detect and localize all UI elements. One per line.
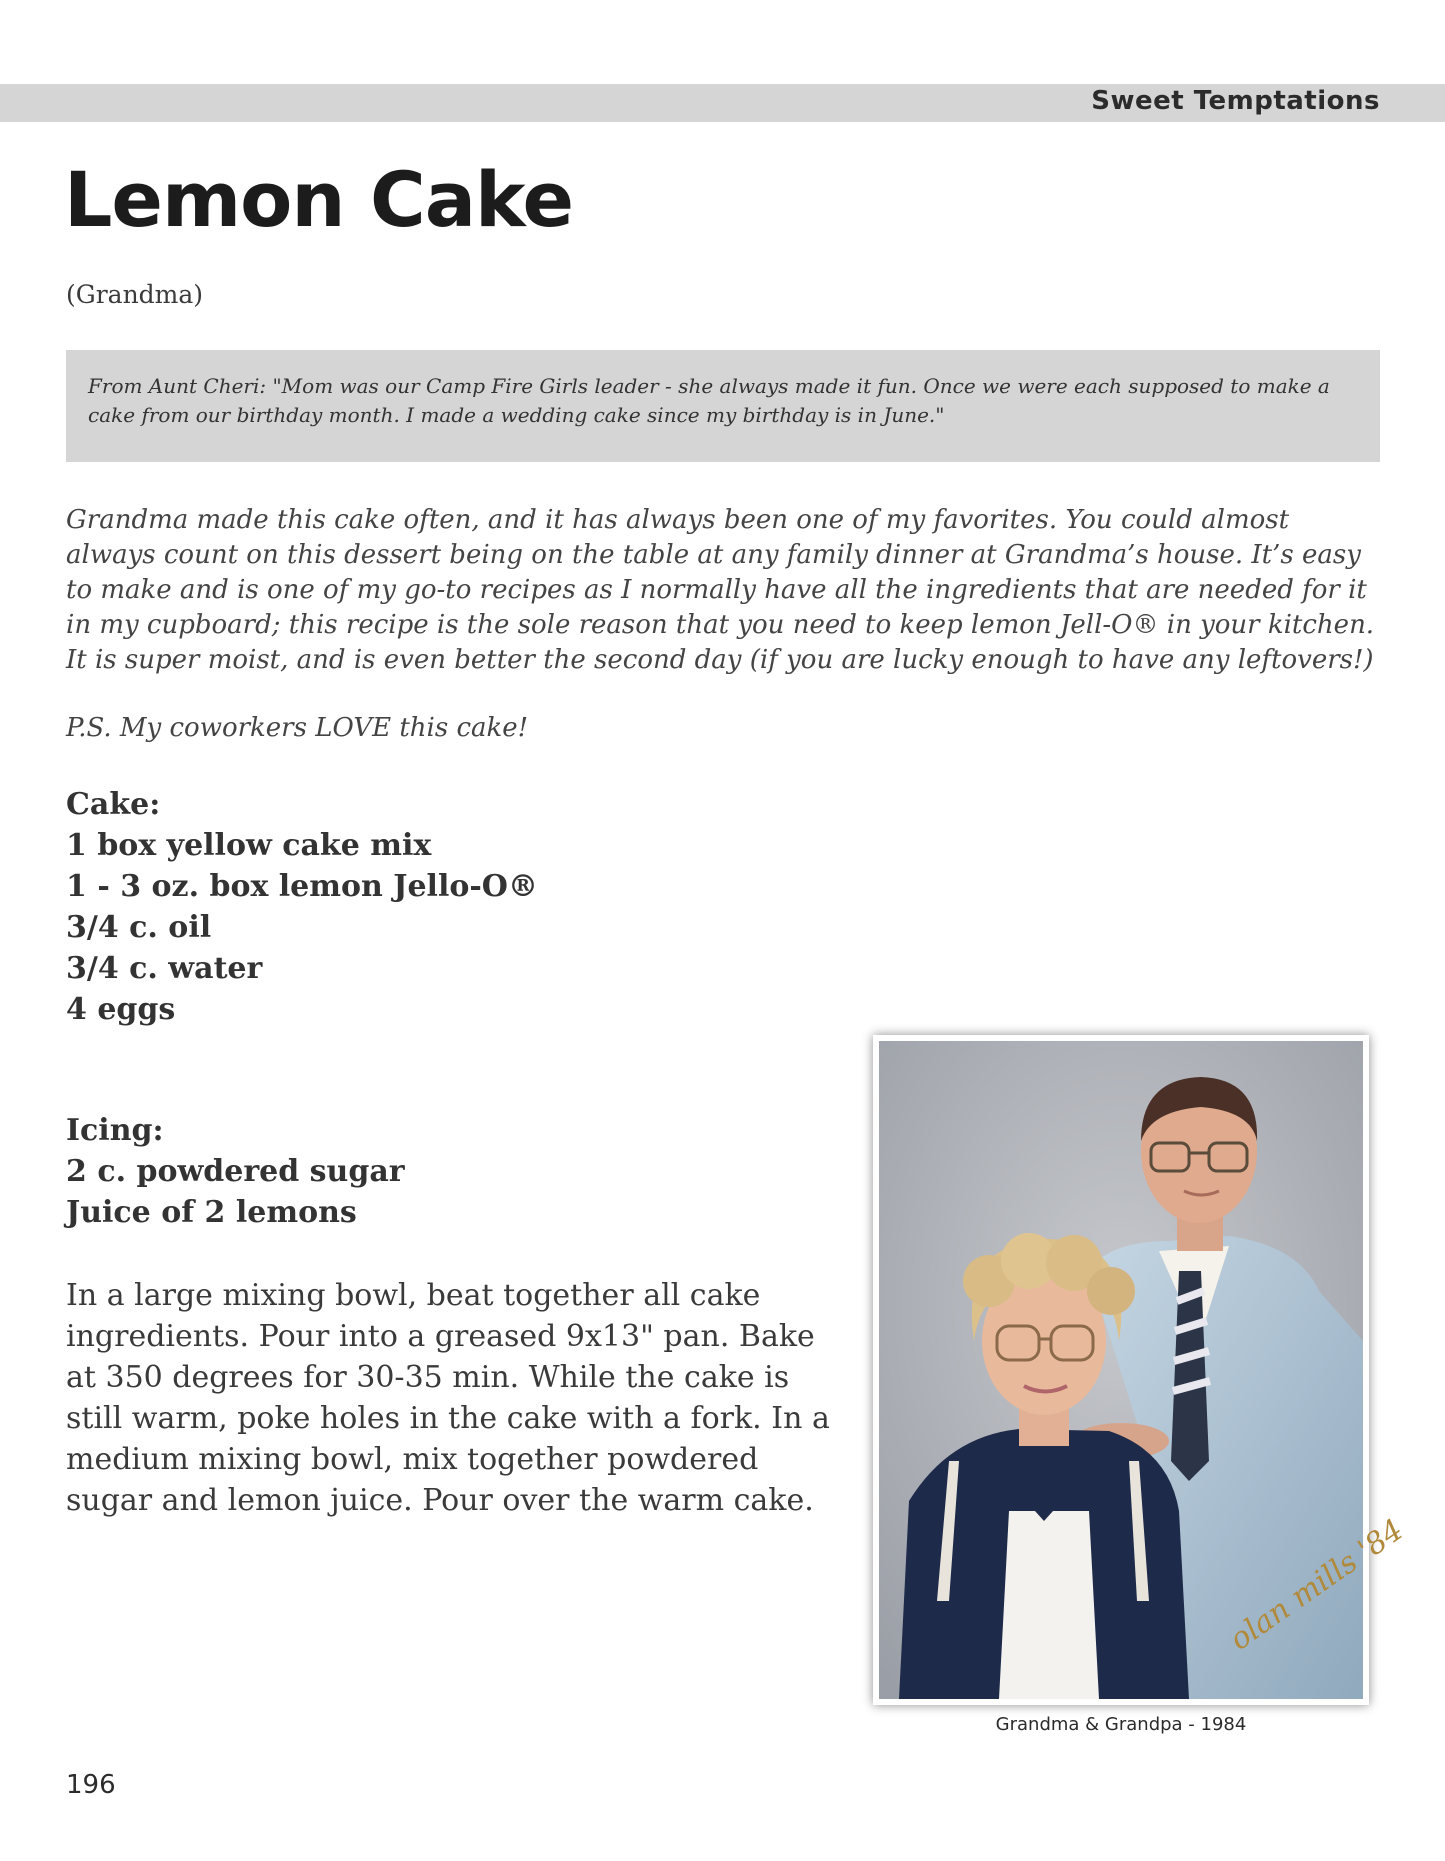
ingredient-item: 3/4 c. oil bbox=[66, 910, 212, 945]
ingredient-item: Juice of 2 lemons bbox=[66, 1195, 357, 1230]
ingredient-item: 4 eggs bbox=[66, 992, 176, 1027]
ingredient-item: 3/4 c. water bbox=[66, 951, 263, 986]
ingredient-item: 2 c. powdered sugar bbox=[66, 1154, 405, 1189]
cake-ingredients bbox=[66, 784, 538, 1030]
portrait-image bbox=[879, 1041, 1410, 1699]
directions-paragraph: In a large mixing bowl, beat together all cake ingredients. Pour into a greased 9x13" pan. Bake at 350 degrees for 30-35 min. While the cake is still warm, poke holes in the cake with a fork. In a medium mixing bowl, mix together powdered sugar and lemon juice. Pour over the warm cake. bbox=[66, 1278, 830, 1518]
ps-note: P.S. My coworkers LOVE this cake! bbox=[66, 713, 529, 743]
quote-text: From Aunt Cheri: "Mom was our Camp Fire Girls leader - she always made it fun. Once we were each supposed to make a cake from our birthday month. I made a wedding cake since my birthday is in June." bbox=[88, 374, 1330, 427]
photo-caption: Grandma & Grandpa - 1984 bbox=[995, 1714, 1247, 1735]
page-number: 196 bbox=[66, 1770, 116, 1800]
intro-paragraph: Grandma made this cake often, and it has always been one of my favorites. You could almost always count on this dessert being on the table at any family dinner at Grandma’s house. It’s easy to make and is one of my go-to recipes as I normally have all the ingredients that are needed for it in my cupboard; this recipe is the sole reason that you need to keep lemon Jell-O® in your kitchen. It is super moist, and is even better the second day (if you are lucky enough to have any leftovers!) bbox=[66, 505, 1375, 675]
ingredient-item: 1 - 3 oz. box lemon Jello-O® bbox=[66, 869, 538, 904]
icing-ingredients bbox=[66, 1110, 405, 1233]
recipe-title: Lemon Cake bbox=[64, 155, 574, 244]
section-title: Sweet Temptations bbox=[1091, 86, 1380, 116]
cake-heading: Cake: bbox=[66, 787, 161, 822]
quote-box bbox=[66, 350, 1380, 462]
recipe-attribution: (Grandma) bbox=[66, 280, 204, 309]
ingredient-item: 1 box yellow cake mix bbox=[66, 828, 432, 863]
studio-signature: olan mills '84 bbox=[1223, 1512, 1410, 1658]
icing-heading: Icing: bbox=[66, 1113, 164, 1148]
family-photo bbox=[873, 1035, 1410, 1705]
